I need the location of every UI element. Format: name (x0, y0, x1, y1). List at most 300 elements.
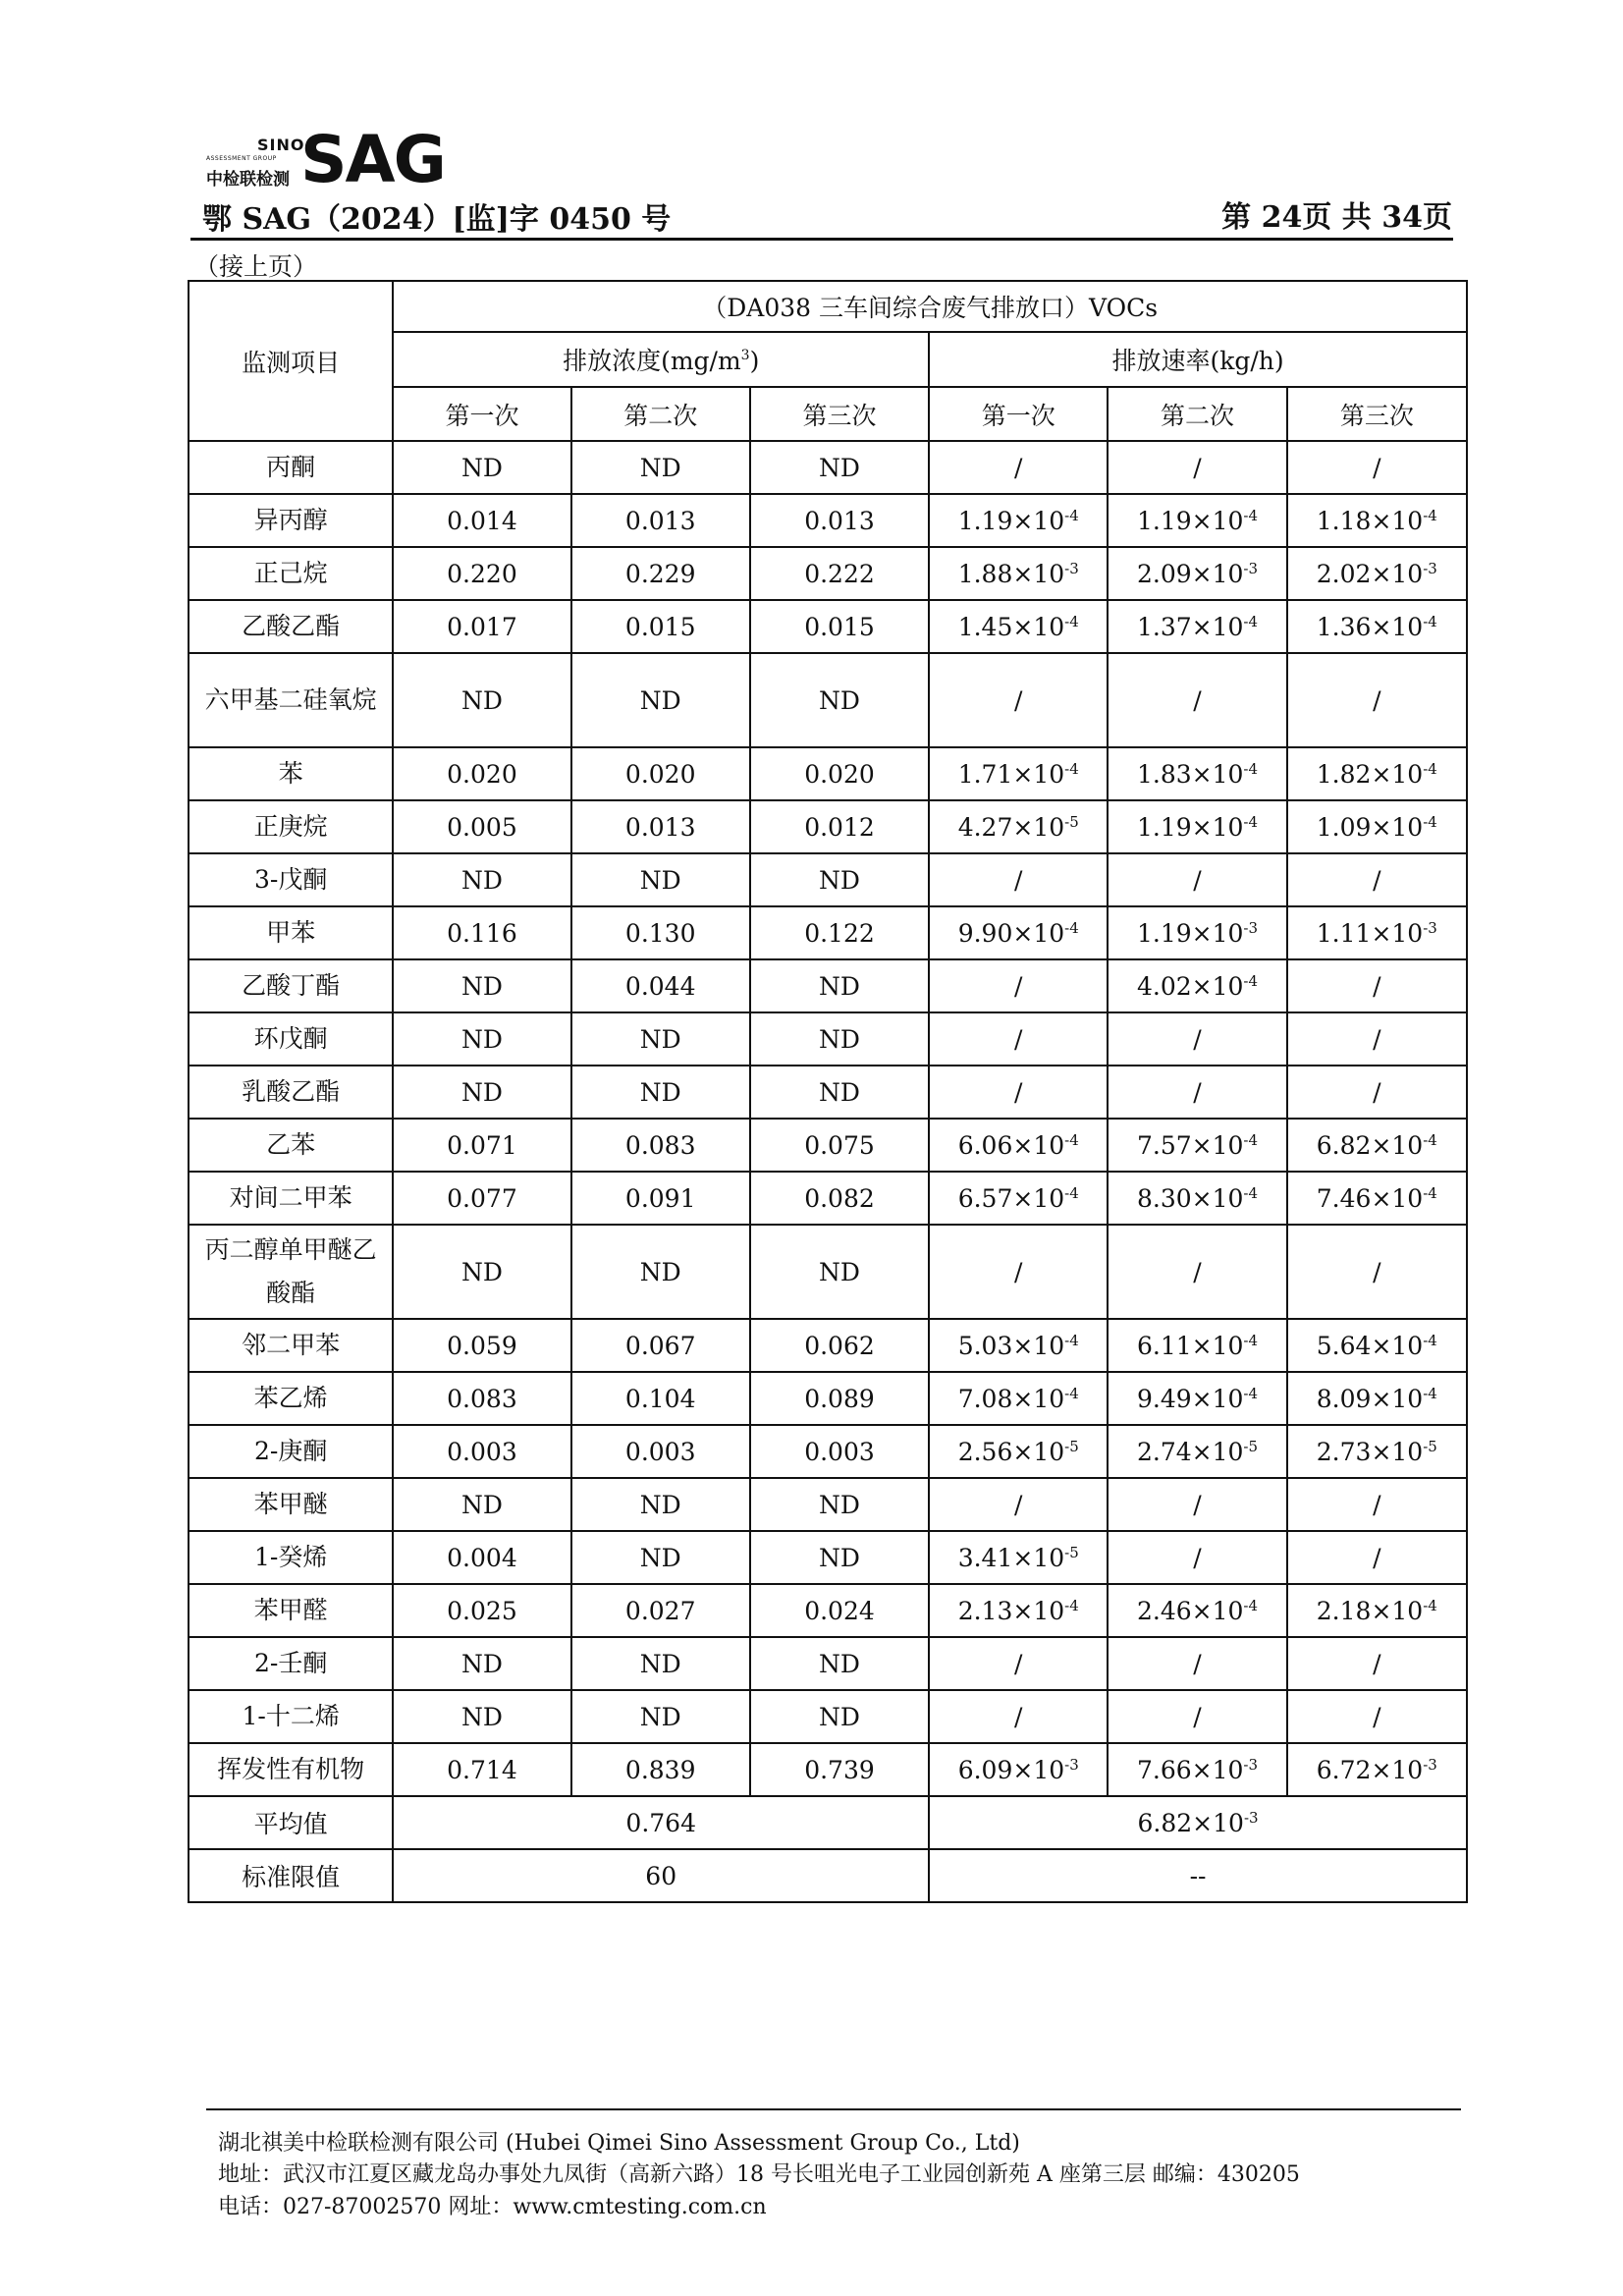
rate-exponent: -4 (1064, 612, 1079, 630)
logo-cn-text: 中检联检测 (206, 170, 290, 190)
conc-cell: ND (750, 441, 929, 494)
table-row (189, 441, 1467, 494)
rate-mantissa: 1.09×10 (1316, 812, 1424, 842)
limit-conc: 60 (393, 1849, 929, 1902)
rate-cell (929, 800, 1108, 853)
conc-cell: 0.020 (750, 747, 929, 800)
conc-cell: 0.130 (571, 906, 750, 959)
rate-mantissa: 8.09×10 (1316, 1384, 1424, 1413)
rate-mantissa: 1.36×10 (1316, 612, 1424, 641)
rate-mantissa: / (1193, 1024, 1202, 1054)
conc-cell: ND (571, 853, 750, 906)
rate-exponent: -4 (1243, 1183, 1259, 1202)
run-header: 第一次 (393, 387, 570, 441)
average-conc: 0.764 (393, 1796, 929, 1849)
rate-exponent: -4 (1423, 1183, 1437, 1202)
rate-cell (1287, 906, 1467, 959)
rate-cell (1287, 1319, 1467, 1372)
rate-cell (1287, 1637, 1467, 1690)
rate-cell (929, 1637, 1108, 1690)
rate-mantissa: 7.66×10 (1136, 1755, 1244, 1784)
rate-exponent: -4 (1423, 1130, 1437, 1149)
rate-exponent: -3 (1423, 1755, 1437, 1774)
rate-exponent: -4 (1064, 1331, 1079, 1349)
rate-mantissa: 1.18×10 (1316, 506, 1424, 535)
conc-cell: 0.015 (571, 600, 750, 653)
rate-exponent: -4 (1243, 1384, 1259, 1402)
conc-cell: 0.025 (393, 1584, 570, 1637)
rate-cell (1108, 1531, 1286, 1584)
conc-cell: 0.013 (571, 494, 750, 547)
rate-mantissa: 1.82×10 (1316, 759, 1424, 789)
rate-cell (929, 441, 1108, 494)
rate-cell (1108, 653, 1286, 747)
rate-cell (1287, 1372, 1467, 1425)
rate-cell (929, 1743, 1108, 1796)
table-row (189, 1690, 1467, 1743)
rate-exponent: -4 (1243, 971, 1259, 990)
conc-cell: 0.003 (571, 1425, 750, 1478)
rate-exponent: -4 (1423, 506, 1437, 524)
rate-mantissa: / (1014, 1024, 1023, 1054)
table-row (189, 1119, 1467, 1172)
rate-cell (1287, 653, 1467, 747)
rate-mantissa: 6.06×10 (957, 1130, 1065, 1160)
rate-mantissa: / (1014, 1257, 1023, 1286)
rate-exponent: -5 (1064, 1437, 1079, 1455)
conc-cell: ND (571, 1690, 750, 1743)
conc-cell: 0.082 (750, 1172, 929, 1225)
rate-exponent: -5 (1064, 1543, 1079, 1561)
rate-mantissa: 2.56×10 (957, 1437, 1065, 1466)
conc-cell: ND (571, 1478, 750, 1531)
footer-contact: 电话：027-87002570 网址：www.cmtesting.com.cn (218, 2195, 767, 2219)
conc-cell: ND (393, 1225, 570, 1319)
rate-cell (1287, 1119, 1467, 1172)
run-header: 第三次 (750, 387, 929, 441)
rate-mantissa: 1.19×10 (957, 506, 1065, 535)
rate-exponent: -3 (1243, 1808, 1259, 1827)
rate-cell (929, 600, 1108, 653)
rate-mantissa: / (1014, 1077, 1023, 1107)
table-row (189, 906, 1467, 959)
rate-mantissa: 2.73×10 (1316, 1437, 1424, 1466)
rate-exponent: -5 (1064, 812, 1079, 831)
rate-cell (1108, 1066, 1286, 1119)
rate-cell (929, 1225, 1108, 1319)
rate-mantissa: 1.19×10 (1136, 812, 1244, 842)
item-name: 环戊酮 (189, 1012, 393, 1066)
rate-exponent: -4 (1064, 918, 1079, 937)
conc-cell: 0.104 (571, 1372, 750, 1425)
rate-mantissa: 8.30×10 (1136, 1183, 1244, 1213)
item-name: 正己烷 (189, 547, 393, 600)
item-name: 1-癸烯 (189, 1531, 393, 1584)
rate-exponent: -5 (1243, 1437, 1259, 1455)
rate-cell (1287, 1478, 1467, 1531)
conc-cell: 0.017 (393, 600, 570, 653)
conc-cell: 0.014 (393, 494, 570, 547)
rate-mantissa: / (1373, 865, 1381, 895)
conc-cell: ND (393, 1690, 570, 1743)
conc-cell: 0.004 (393, 1531, 570, 1584)
conc-cell: 0.220 (393, 547, 570, 600)
rate-mantissa: 6.11×10 (1136, 1331, 1244, 1360)
rate-mantissa: / (1193, 1490, 1202, 1519)
item-name: 正庚烷 (189, 800, 393, 853)
conc-cell: ND (750, 1012, 929, 1066)
rate-exponent: -4 (1064, 759, 1079, 778)
rate-cell (929, 1012, 1108, 1066)
item-name: 3-戊酮 (189, 853, 393, 906)
table-row (189, 600, 1467, 653)
rate-mantissa: 1.11×10 (1316, 918, 1424, 948)
rate-mantissa: / (1373, 1257, 1381, 1286)
item-name: 1-十二烯 (189, 1690, 393, 1743)
rate-exponent: -4 (1064, 1596, 1079, 1614)
table-row (189, 1172, 1467, 1225)
rate-mantissa: / (1193, 1702, 1202, 1731)
rate-mantissa: / (1014, 453, 1023, 482)
rate-cell (1108, 1119, 1286, 1172)
conc-cell: 0.091 (571, 1172, 750, 1225)
table-row (189, 1012, 1467, 1066)
rate-cell (929, 547, 1108, 600)
rate-mantissa: 5.64×10 (1316, 1331, 1424, 1360)
table-row (189, 1319, 1467, 1372)
conc-cell: 0.005 (393, 800, 570, 853)
rate-mantissa: 7.08×10 (957, 1384, 1065, 1413)
rate-cell (929, 906, 1108, 959)
rate-mantissa: 2.09×10 (1136, 559, 1244, 588)
run-header: 第一次 (929, 387, 1108, 441)
rate-cell (1287, 1012, 1467, 1066)
rate-mantissa: 4.02×10 (1136, 971, 1244, 1001)
rate-mantissa: 6.09×10 (957, 1755, 1065, 1784)
rate-cell (929, 747, 1108, 800)
limit-row (189, 1849, 1467, 1902)
rate-cell (1287, 747, 1467, 800)
conc-cell: 0.739 (750, 1743, 929, 1796)
rate-cell (1108, 800, 1286, 853)
run-header: 第二次 (1108, 387, 1286, 441)
rate-exponent: -4 (1243, 506, 1259, 524)
rate-mantissa: 6.57×10 (957, 1183, 1065, 1213)
item-name: 甲苯 (189, 906, 393, 959)
sag-logo (206, 122, 445, 200)
rate-mantissa: / (1373, 971, 1381, 1001)
rate-cell (1108, 1012, 1286, 1066)
rate-mantissa: 5.03×10 (957, 1331, 1065, 1360)
rate-exponent: -4 (1423, 759, 1437, 778)
conc-cell: 0.013 (571, 800, 750, 853)
conc-cell: ND (571, 441, 750, 494)
item-name: 对间二甲苯 (189, 1172, 393, 1225)
item-name: 邻二甲苯 (189, 1319, 393, 1372)
rate-mantissa: / (1193, 1077, 1202, 1107)
rate-mantissa: 4.27×10 (957, 812, 1065, 842)
conc-cell: 0.062 (750, 1319, 929, 1372)
conc-unit-sup: 3 (740, 348, 750, 363)
rate-exponent: -3 (1243, 1755, 1259, 1774)
conc-cell: ND (750, 853, 929, 906)
rate-cell (1108, 441, 1286, 494)
rate-mantissa: / (1193, 1649, 1202, 1678)
conc-cell: ND (750, 1066, 929, 1119)
conc-cell: ND (750, 1225, 929, 1319)
rate-cell (929, 1066, 1108, 1119)
conc-cell: ND (571, 1637, 750, 1690)
rate-mantissa: / (1373, 1702, 1381, 1731)
rate-mantissa: / (1373, 453, 1381, 482)
footer-address: 地址：武汉市江夏区藏龙岛办事处九凤街（高新六路）18 号长咀光电子工业园创新苑 A 座第三层 邮编：430205 (218, 2162, 1300, 2187)
rate-cell (1108, 1425, 1286, 1478)
rate-mantissa: 7.46×10 (1316, 1183, 1424, 1213)
table-row (189, 1743, 1467, 1796)
conc-cell: ND (571, 1066, 750, 1119)
table-row (189, 800, 1467, 853)
conc-cell: ND (750, 1690, 929, 1743)
rate-exponent: -4 (1243, 1596, 1259, 1614)
rate-cell (1108, 1637, 1286, 1690)
conc-cell: 0.015 (750, 600, 929, 653)
conc-cell: 0.020 (571, 747, 750, 800)
conc-cell: 0.714 (393, 1743, 570, 1796)
rate-exponent: -3 (1243, 918, 1259, 937)
conc-cell: 0.089 (750, 1372, 929, 1425)
rate-cell (1108, 1743, 1286, 1796)
rate-mantissa: / (1014, 971, 1023, 1001)
rate-exponent: -4 (1423, 1384, 1437, 1402)
item-name: 苯 (189, 747, 393, 800)
rate-cell (1287, 494, 1467, 547)
item-name: 乙酸乙酯 (189, 600, 393, 653)
conc-cell: ND (393, 441, 570, 494)
rate-cell (929, 1372, 1108, 1425)
rate-mantissa: 2.02×10 (1316, 559, 1424, 588)
rate-exponent: -4 (1064, 506, 1079, 524)
rate-header: 排放速率(kg/h) (929, 332, 1467, 387)
table-row (189, 1066, 1467, 1119)
rate-cell (1108, 600, 1286, 653)
rate-mantissa: 6.82×10 (1137, 1808, 1244, 1837)
conc-cell: ND (750, 1637, 929, 1690)
table-row (189, 959, 1467, 1012)
conc-cell: 0.003 (393, 1425, 570, 1478)
conc-cell: 0.044 (571, 959, 750, 1012)
document-number: 鄂 SAG（2024）[监]字 0450 号 (202, 202, 672, 237)
conc-cell: ND (571, 1012, 750, 1066)
conc-cell: ND (750, 959, 929, 1012)
conc-cell: ND (571, 653, 750, 747)
item-name: 2-壬酮 (189, 1637, 393, 1690)
rate-mantissa: 3.41×10 (957, 1543, 1065, 1572)
table-row (189, 747, 1467, 800)
rate-cell (1108, 747, 1286, 800)
conc-cell: 0.012 (750, 800, 929, 853)
conc-cell: 0.020 (393, 747, 570, 800)
item-name: 乙苯 (189, 1119, 393, 1172)
rate-mantissa: 1.37×10 (1136, 612, 1244, 641)
rate-exponent: -4 (1423, 1596, 1437, 1614)
conc-cell: 0.067 (571, 1319, 750, 1372)
run-header: 第三次 (1287, 387, 1467, 441)
logo-sino-text: SINO (257, 136, 305, 154)
rate-exponent: -4 (1423, 812, 1437, 831)
rate-cell (1287, 1690, 1467, 1743)
rate-exponent: -4 (1243, 759, 1259, 778)
rate-exponent: -4 (1243, 812, 1259, 831)
header-divider (190, 238, 1453, 241)
table-row (189, 1372, 1467, 1425)
table-row (189, 1225, 1467, 1319)
item-name: 苯甲醛 (189, 1584, 393, 1637)
rate-mantissa: 9.49×10 (1136, 1384, 1244, 1413)
rate-mantissa: / (1193, 685, 1202, 715)
conc-cell: ND (393, 1066, 570, 1119)
item-header: 监测项目 (189, 281, 393, 441)
conc-cell: ND (571, 1225, 750, 1319)
rate-mantissa: / (1193, 1543, 1202, 1572)
conc-cell: 0.077 (393, 1172, 570, 1225)
rate-mantissa: 1.71×10 (957, 759, 1065, 789)
continued-label: （接上页） (194, 252, 318, 281)
rate-mantissa: 6.72×10 (1316, 1755, 1424, 1784)
item-name: 挥发性有机物 (189, 1743, 393, 1796)
rate-cell (1108, 547, 1286, 600)
rate-mantissa: 1.45×10 (957, 612, 1065, 641)
conc-cell: 0.003 (750, 1425, 929, 1478)
rate-cell (1287, 547, 1467, 600)
rate-mantissa: / (1373, 1543, 1381, 1572)
rate-cell (929, 853, 1108, 906)
rate-mantissa: 7.57×10 (1136, 1130, 1244, 1160)
rate-cell (1108, 1584, 1286, 1637)
average-row (189, 1796, 1467, 1849)
conc-cell: 0.083 (393, 1372, 570, 1425)
conc-header (393, 332, 929, 387)
item-name: 2-庚酮 (189, 1425, 393, 1478)
rate-exponent: -4 (1064, 1130, 1079, 1149)
rate-cell (1108, 1372, 1286, 1425)
rate-mantissa: / (1373, 1077, 1381, 1107)
rate-exponent: -4 (1423, 1331, 1437, 1349)
rate-mantissa: 2.13×10 (957, 1596, 1065, 1625)
rate-mantissa: / (1014, 1649, 1023, 1678)
conc-close: ) (749, 347, 760, 375)
rate-cell (1287, 1172, 1467, 1225)
limit-rate: -- (929, 1849, 1467, 1902)
table-row (189, 1478, 1467, 1531)
rate-cell (929, 1531, 1108, 1584)
rate-mantissa: 9.90×10 (957, 918, 1065, 948)
conc-cell: 0.027 (571, 1584, 750, 1637)
rate-exponent: -3 (1243, 559, 1259, 577)
rate-cell (929, 1690, 1108, 1743)
table-row (189, 494, 1467, 547)
table-row (189, 1425, 1467, 1478)
rate-exponent: -5 (1423, 1437, 1437, 1455)
rate-mantissa: 1.83×10 (1136, 759, 1244, 789)
rate-cell (929, 959, 1108, 1012)
conc-cell: ND (750, 1531, 929, 1584)
conc-cell: ND (393, 1637, 570, 1690)
rate-mantissa: 2.74×10 (1136, 1437, 1244, 1466)
rate-mantissa: / (1014, 1702, 1023, 1731)
conc-cell: ND (571, 1531, 750, 1584)
logo-group-text: ASSESSMENT GROUP (206, 155, 277, 162)
vocs-table (188, 280, 1468, 1903)
rate-cell (1287, 853, 1467, 906)
rate-cell (1108, 1319, 1286, 1372)
rate-mantissa: 2.18×10 (1316, 1596, 1424, 1625)
rate-mantissa: / (1193, 1257, 1202, 1286)
item-name: 丙二醇单甲醚乙酸酯 (189, 1225, 393, 1319)
rate-exponent: -4 (1243, 1331, 1259, 1349)
rate-mantissa: 2.46×10 (1136, 1596, 1244, 1625)
conc-cell: ND (393, 959, 570, 1012)
rate-cell (929, 1119, 1108, 1172)
rate-exponent: -4 (1243, 612, 1259, 630)
rate-exponent: -4 (1064, 1183, 1079, 1202)
rate-mantissa: / (1373, 685, 1381, 715)
rate-exponent: -4 (1423, 612, 1437, 630)
conc-cell: 0.013 (750, 494, 929, 547)
rate-exponent: -3 (1064, 1755, 1079, 1774)
conc-cell: 0.222 (750, 547, 929, 600)
rate-cell (1108, 494, 1286, 547)
rate-cell (929, 653, 1108, 747)
rate-mantissa: / (1373, 1024, 1381, 1054)
rate-cell (1287, 1743, 1467, 1796)
rate-cell (1108, 906, 1286, 959)
rate-mantissa: / (1193, 453, 1202, 482)
rate-cell (1108, 959, 1286, 1012)
rate-cell (1287, 1225, 1467, 1319)
rate-cell (1108, 1478, 1286, 1531)
table-row (189, 853, 1467, 906)
rate-mantissa: 6.82×10 (1316, 1130, 1424, 1160)
conc-cell: 0.083 (571, 1119, 750, 1172)
rate-cell (1287, 1425, 1467, 1478)
conc-cell: 0.071 (393, 1119, 570, 1172)
rate-exponent: -4 (1064, 1384, 1079, 1402)
source-title: （DA038 三车间综合废气排放口）VOCs (393, 281, 1467, 332)
table-row (189, 547, 1467, 600)
rate-cell (1287, 800, 1467, 853)
rate-cell (1287, 1531, 1467, 1584)
rate-mantissa: 1.88×10 (957, 559, 1065, 588)
item-name: 乳酸乙酯 (189, 1066, 393, 1119)
item-name: 苯乙烯 (189, 1372, 393, 1425)
rate-cell (929, 1478, 1108, 1531)
rate-exponent: -3 (1423, 918, 1437, 937)
conc-cell: 0.024 (750, 1584, 929, 1637)
conc-cell: 0.122 (750, 906, 929, 959)
footer-company: 湖北祺美中检联检测有限公司 (Hubei Qimei Sino Assessment Group Co., Ltd) (218, 2131, 1020, 2156)
item-name: 异丙醇 (189, 494, 393, 547)
rate-mantissa: / (1193, 865, 1202, 895)
item-name: 丙酮 (189, 441, 393, 494)
rate-cell (1108, 1225, 1286, 1319)
rate-cell (929, 494, 1108, 547)
rate-exponent: -3 (1064, 559, 1079, 577)
rate-mantissa: / (1014, 685, 1023, 715)
rate-cell (1108, 853, 1286, 906)
item-name: 乙酸丁酯 (189, 959, 393, 1012)
conc-cell: ND (750, 653, 929, 747)
rate-cell (1287, 600, 1467, 653)
